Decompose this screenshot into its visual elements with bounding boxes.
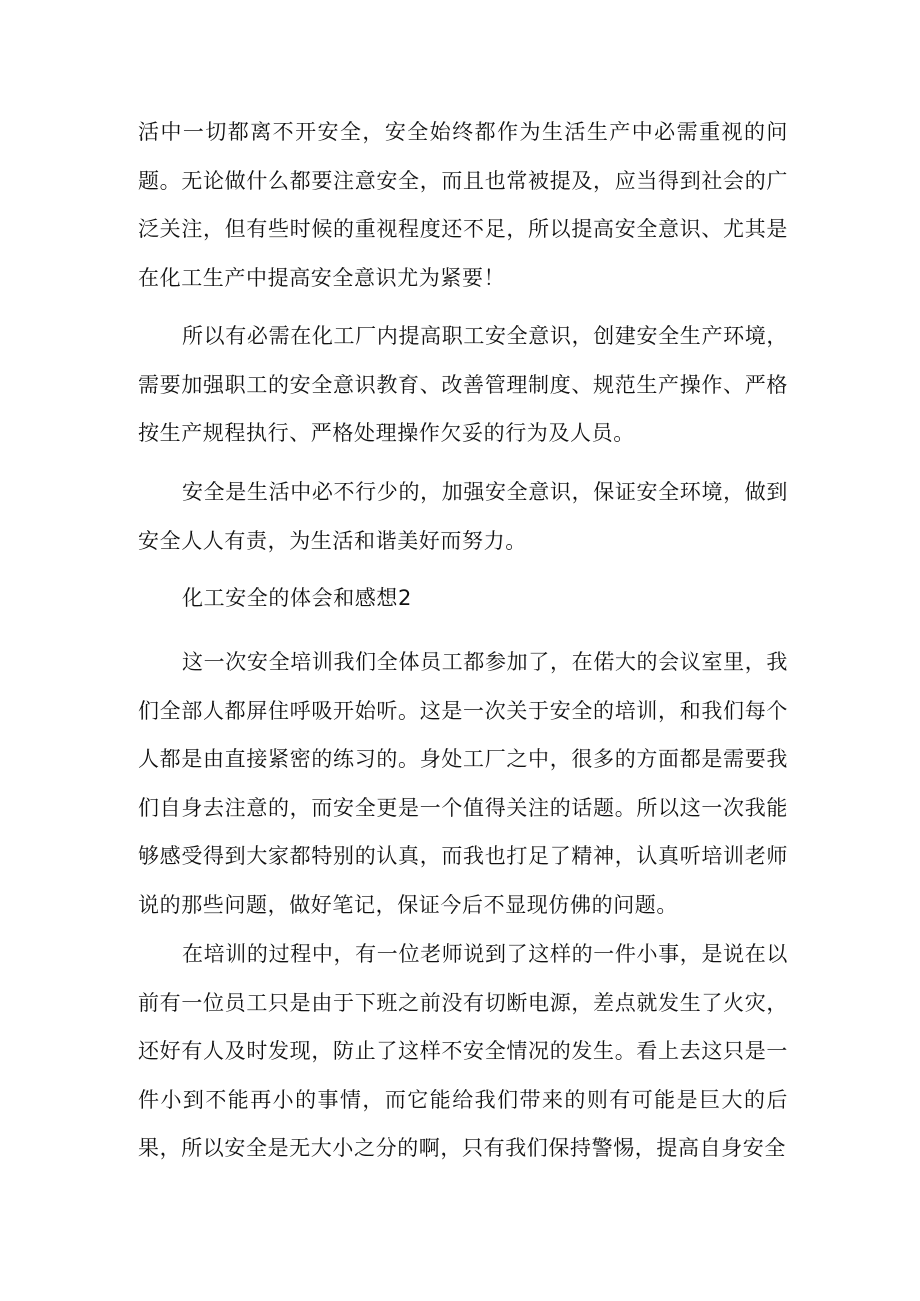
- section-heading: 化工安全的体会和感想2: [182, 586, 412, 610]
- paragraph-1: 活中一切都离不开安全，安全始终都作为生活生产中必需重视的问题。无论做什么都要注意安全，而且也常被提及，应当得到社会的广泛关注，但有些时候的重视程度还不足，所以提高安全意识、尤其是在化工生产中提高安全意识尤为紧要！: [138, 120, 788, 290]
- paragraph-3: 安全是生活中必不行少的，加强安全意识，保证安全环境，做到安全人人有责，为生活和谐美好而努力。: [138, 480, 788, 553]
- paragraph-5: 在培训的过程中，有一位老师说到了这样的一件小事，是说在以前有一位员工只是由于下班之前没有切断电源，差点就发生了火灾，还好有人及时发现，防止了这样不安全情况的发生。看上去这只是一件小到不能再小的事情，而它能给我们带来的则有可能是巨大的后果，所以安全是无大小之分的啊，只有我们保持警惕，提高自身安全: [138, 942, 788, 1160]
- paragraph-4: 这一次安全培训我们全体员工都参加了，在偌大的会议室里，我们全部人都屏住呼吸开始听。这是一次关于安全的培训，和我们每个人都是由直接紧密的练习的。身处工厂之中，很多的方面都是需要我们自身去注意的，而安全更是一个值得关注的话题。所以这一次我能够感受得到大家都特别的认真，而我也打足了精神，认真听培训老师说的那些问题，做好笔记，保证今后不显现仿佛的问题。: [138, 650, 788, 917]
- paragraph-2: 所以有必需在化工厂内提高职工安全意识，创建安全生产环境，需要加强职工的安全意识教育、改善管理制度、规范生产操作、严格按生产规程执行、严格处理操作欠妥的行为及人员。: [138, 324, 788, 445]
